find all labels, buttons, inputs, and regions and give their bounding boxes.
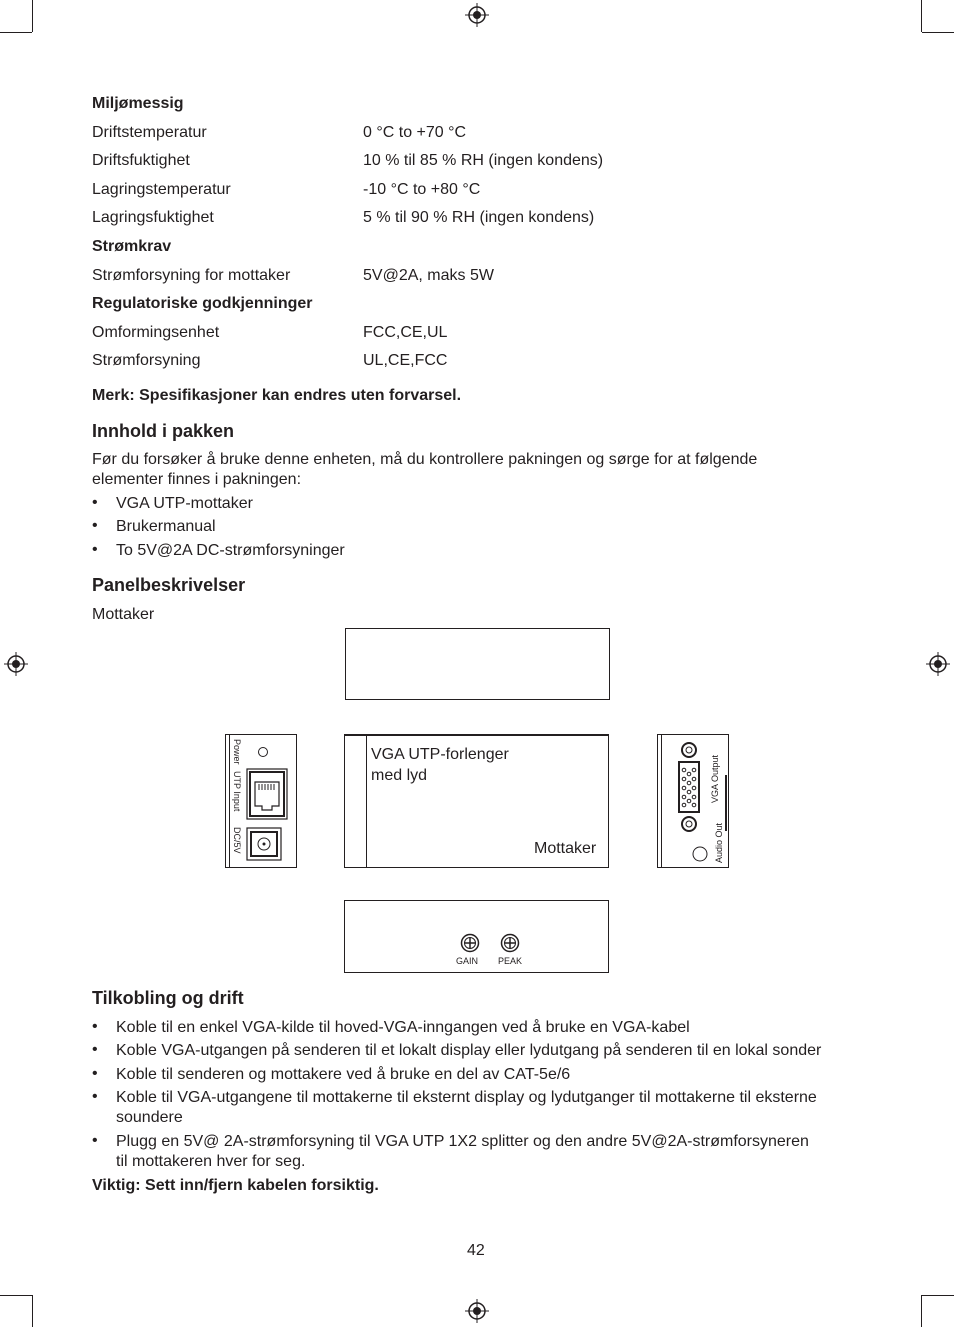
audio-out-label: Audio Out: [714, 823, 724, 864]
peak-label: PEAK: [498, 956, 523, 966]
left-panel: [225, 734, 297, 868]
spec-value: 0 °C to +70 °C: [363, 124, 467, 141]
front-title-line: med lyd: [371, 767, 428, 784]
vga-port-icon: [673, 738, 705, 838]
registration-mark-icon: [926, 652, 950, 676]
utp-input-label: UTP Input: [232, 771, 242, 812]
list-item-line: Koble til senderen og mottakere ved å bruke en del av CAT-5e/6: [116, 1066, 571, 1083]
right-panel: [657, 734, 729, 868]
bullet-icon: •: [92, 1132, 98, 1149]
top-view-panel: [345, 628, 610, 700]
bullet-icon: •: [92, 541, 98, 558]
spec-value: 5V@2A, maks 5W: [363, 267, 494, 284]
list-item-line: Koble VGA-utgangen på senderen til et lokalt display eller lydutgang på senderen til en lokal sonder: [116, 1042, 822, 1059]
panel-subheading: Mottaker: [92, 606, 155, 623]
vga-output-label: VGA Output: [710, 755, 720, 804]
spec-label: Driftsfuktighet: [92, 152, 190, 169]
panel-edge: [661, 735, 662, 867]
crop-mark: [0, 1295, 32, 1296]
list-item-line: Koble til VGA-utgangene til mottakerne til eksternt display og lydutganger til mottakerne til eksterne: [116, 1089, 817, 1106]
front-title-line: VGA UTP-forlenger: [371, 746, 509, 763]
power-label: Power: [232, 739, 242, 765]
panel-heading: Panelbeskrivelser: [92, 575, 246, 595]
peak-knob-icon: [500, 933, 520, 953]
front-panel: [344, 734, 609, 868]
list-item: [116, 1132, 866, 1172]
crop-mark: [32, 0, 33, 32]
reg-heading: Regulatoriske godkjenninger: [92, 295, 313, 312]
spec-value: UL,CE,FCC: [363, 352, 448, 369]
spec-value: 10 % til 85 % RH (ingen kondens): [363, 152, 604, 169]
panel-edge: [366, 736, 367, 867]
bottom-panel: [344, 900, 609, 973]
list-item-line: til mottakeren hver for seg.: [116, 1153, 306, 1170]
list-item-line: Plugg en 5V@ 2A-strømforsyning til VGA UTP 1X2 splitter og den andre 5V@2A-strømforsyneren: [116, 1133, 809, 1150]
registration-mark-icon: [465, 3, 489, 27]
bullet-icon: •: [92, 494, 98, 511]
list-item: [116, 1065, 866, 1085]
crop-mark: [922, 1295, 954, 1296]
package-intro-line: Før du forsøker å bruke denne enheten, må du kontrollere pakningen og sørge for at følgende: [92, 451, 758, 468]
spec-note: Merk: Spesifikasjoner kan endres uten forvarsel.: [92, 387, 462, 404]
bullet-icon: •: [92, 1018, 98, 1035]
spec-value: FCC,CE,UL: [363, 324, 448, 341]
spec-label: Lagringstemperatur: [92, 181, 231, 198]
rj45-port-icon: [246, 768, 288, 820]
power-heading: Strømkrav: [92, 238, 172, 255]
list-item: [116, 1088, 866, 1128]
panel-edge: [229, 735, 230, 867]
spec-label: Lagringsfuktighet: [92, 209, 214, 226]
bullet-icon: •: [92, 1088, 98, 1105]
gain-label: GAIN: [456, 956, 479, 966]
package-heading: Innhold i pakken: [92, 421, 235, 441]
crop-mark: [922, 32, 954, 33]
dc-jack-icon: [246, 827, 282, 861]
env-heading: Miljømessig: [92, 95, 184, 112]
crop-mark: [921, 0, 922, 32]
spec-label: Strømforsyning: [92, 352, 201, 369]
spec-label: Strømforsyning for mottaker: [92, 267, 291, 284]
panel-edge: [725, 775, 727, 831]
bullet-icon: •: [92, 1041, 98, 1058]
dc-label: DC/5V: [232, 827, 242, 854]
connect-heading: Tilkobling og drift: [92, 988, 244, 1008]
crop-mark: [32, 1295, 33, 1327]
list-item-line: Koble til en enkel VGA-kilde til hoved-VGA-inngangen ved å bruke en VGA-kabel: [116, 1019, 690, 1036]
bullet-icon: •: [92, 517, 98, 534]
package-intro-line: elementer finnes i pakningen:: [92, 471, 302, 488]
registration-mark-icon: [4, 652, 28, 676]
spec-label: Omformingsenhet: [92, 324, 220, 341]
list-item: VGA UTP-mottaker: [116, 495, 253, 512]
spec-label: Driftstemperatur: [92, 124, 207, 141]
crop-mark: [921, 1295, 922, 1327]
spec-value: 5 % til 90 % RH (ingen kondens): [363, 209, 595, 226]
bullet-icon: •: [92, 1065, 98, 1082]
spec-value: -10 °C to +80 °C: [363, 181, 481, 198]
important-note: Viktig: Sett inn/fjern kabelen forsiktig.: [92, 1177, 379, 1194]
audio-jack-icon: [691, 845, 709, 863]
page-number: 42: [467, 1242, 485, 1259]
list-item: [116, 1041, 866, 1061]
power-led-icon: [256, 745, 270, 759]
list-item: Brukermanual: [116, 518, 216, 535]
front-receiver-label: Mottaker: [534, 840, 597, 857]
crop-mark: [0, 32, 32, 33]
list-item: [116, 1018, 866, 1038]
list-item: To 5V@2A DC-strømforsyninger: [116, 542, 345, 559]
list-item-line: soundere: [116, 1109, 183, 1126]
gain-knob-icon: [460, 933, 480, 953]
registration-mark-icon: [465, 1299, 489, 1323]
